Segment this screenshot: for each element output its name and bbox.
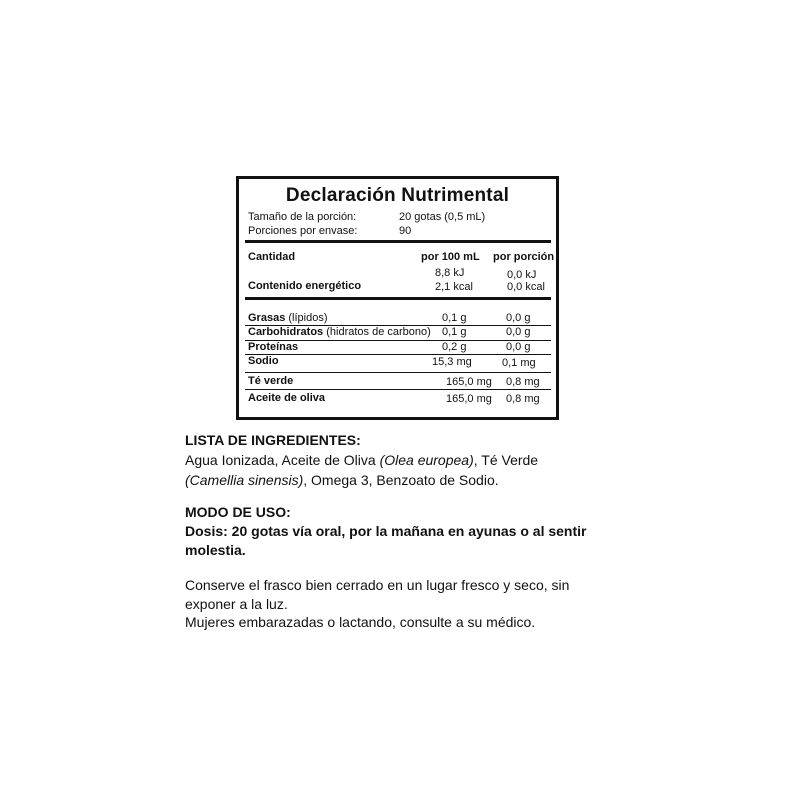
usage-dose-line-2: molestia. bbox=[185, 542, 246, 558]
nutrient-per-serving: 0,8 mg bbox=[506, 376, 540, 388]
nutrition-facts-label bbox=[236, 176, 559, 420]
nutrient-per-100ml: 0,1 g bbox=[442, 326, 467, 338]
energy-label: Contenido energético bbox=[248, 280, 362, 292]
storage-note-line-2: exponer a la luz. bbox=[185, 596, 288, 612]
divider bbox=[245, 389, 551, 390]
nutrient-per-serving: 0,8 mg bbox=[506, 393, 540, 405]
nutrient-per-serving: 0,1 mg bbox=[502, 357, 536, 369]
nutrient-per-100ml: 0,1 g bbox=[442, 312, 467, 324]
nutrient-per-100ml: 165,0 mg bbox=[446, 376, 492, 388]
nutrient-name: Carbohidratos (hidratos de carbono) bbox=[248, 326, 431, 338]
warning-note: Mujeres embarazadas o lactando, consulte a su médico. bbox=[185, 614, 536, 630]
energy-kj-100: 8,8 kJ bbox=[435, 267, 465, 279]
usage-dose-line-1: Dosis: 20 gotas vía oral, por la mañana en ayunas o al sentir bbox=[185, 523, 587, 539]
serving-size-label: Tamaño de la porción: bbox=[248, 211, 357, 223]
nutrient-per-100ml: 0,2 g bbox=[442, 341, 467, 353]
energy-kcal-100: 2,1 kcal bbox=[435, 281, 473, 293]
nutrient-name: Té verde bbox=[248, 375, 294, 387]
header-per-serving: por porción bbox=[493, 251, 555, 263]
serving-size-value: 20 gotas (0,5 mL) bbox=[399, 211, 486, 223]
nutrient-per-serving: 0,0 g bbox=[506, 326, 531, 338]
header-per-100ml: por 100 mL bbox=[421, 251, 480, 263]
energy-kj-serving: 0,0 kJ bbox=[507, 269, 537, 281]
usage-heading: MODO DE USO: bbox=[185, 504, 291, 520]
storage-note-line-1: Conserve el frasco bien cerrado en un lugar fresco y seco, sin bbox=[185, 577, 570, 593]
nutrient-per-serving: 0,0 g bbox=[506, 312, 531, 324]
nutrient-per-serving: 0,0 g bbox=[506, 341, 531, 353]
label-title: Declaración Nutrimental bbox=[285, 185, 510, 206]
nutrient-per-100ml: 165,0 mg bbox=[446, 393, 492, 405]
divider bbox=[245, 354, 551, 355]
energy-kcal-serving: 0,0 kcal bbox=[507, 281, 545, 293]
nutrient-name: Aceite de oliva bbox=[248, 392, 326, 404]
header-quantity: Cantidad bbox=[248, 251, 296, 263]
nutrient-per-100ml: 15,3 mg bbox=[432, 356, 472, 368]
servings-value: 90 bbox=[399, 225, 412, 237]
nutrient-name: Proteínas bbox=[248, 341, 299, 353]
ingredients-heading: LISTA DE INGREDIENTES: bbox=[185, 432, 361, 448]
divider bbox=[245, 372, 551, 373]
ingredients-line-1: Agua Ionizada, Aceite de Oliva (Olea europea), Té Verde bbox=[185, 452, 539, 468]
divider bbox=[245, 240, 551, 243]
nutrient-name: Grasas (lípidos) bbox=[248, 312, 328, 324]
nutrient-name: Sodio bbox=[248, 355, 279, 367]
servings-label: Porciones por envase: bbox=[248, 225, 358, 237]
ingredients-line-2: (Camellia sinensis), Omega 3, Benzoato de Sodio. bbox=[185, 472, 499, 488]
divider bbox=[245, 297, 551, 300]
